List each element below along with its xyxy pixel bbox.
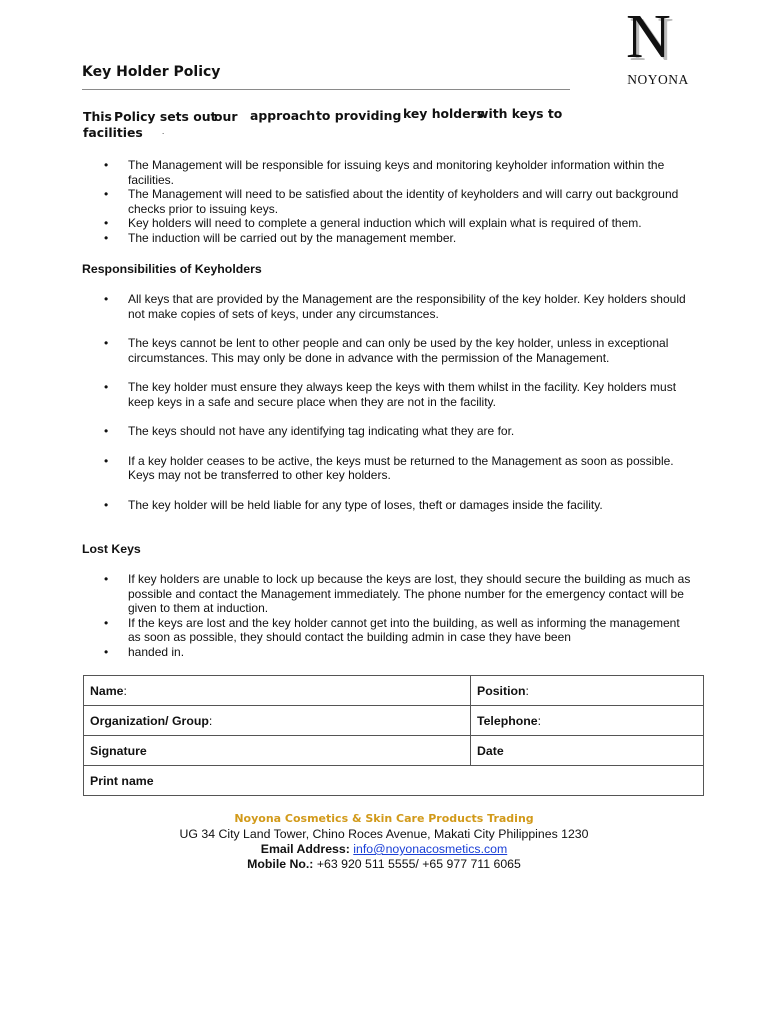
email-line xyxy=(0,842,768,856)
intro-mark: . xyxy=(162,127,165,136)
intro-word: approach xyxy=(250,108,316,123)
list-item: • The key holder must ensure they always keep the keys with them whilst in the facility. Key holders must keep keys in a safe and secure place when they are not in the facility. xyxy=(104,380,677,409)
organization-field[interactable]: Organization/ Group: xyxy=(84,706,471,736)
logo-letter: N xyxy=(626,3,671,71)
print-name-field[interactable]: Print name xyxy=(84,766,704,796)
position-field[interactable]: Position: xyxy=(471,676,704,706)
page-title: Key Holder Policy xyxy=(82,64,221,80)
intro-word: This xyxy=(83,109,112,124)
intro-word: with keys to xyxy=(477,106,563,121)
mobile-number: +63 920 511 5555/ +65 977 711 6065 xyxy=(316,857,521,871)
name-field[interactable]: Name: xyxy=(84,676,471,706)
date-field[interactable]: Date xyxy=(471,736,704,766)
list-item: • handed in. xyxy=(104,644,185,659)
responsibilities-heading: Responsibilities of Keyholders xyxy=(82,262,262,276)
intro-word: key holders xyxy=(403,106,485,121)
list-item: • The keys should not have any identifying tag indicating what they are for. xyxy=(104,424,515,438)
signature-field[interactable]: Signature xyxy=(84,736,471,766)
email-label: Email Address: xyxy=(260,842,350,856)
intro-word: to providing xyxy=(316,108,402,123)
responsibilities-list xyxy=(82,292,692,512)
list-item: • The induction will be carried out by the management member. xyxy=(104,230,457,245)
key-holder-form xyxy=(83,675,704,796)
company-address: UG 34 City Land Tower, Chino Roces Avenue, Makati City Philippines 1230 xyxy=(179,827,589,841)
telephone-field[interactable]: Telephone: xyxy=(471,706,704,736)
mobile-line xyxy=(0,857,768,871)
list-item: • The Management will be responsible for issuing keys and monitoring keyholder information within the facilities. xyxy=(104,158,665,187)
mobile-label: Mobile No.: xyxy=(247,857,314,871)
logo-wordmark: NOYONA xyxy=(627,72,689,87)
title-divider xyxy=(82,89,570,90)
list-item: • The Management will need to be satisfied about the identity of keyholders and will carry out background checks prior to issuing keys. xyxy=(104,187,679,216)
list-item: • If the keys are lost and the key holder cannot get into the building, as well as informing the management as soon as possible, they should contact the building admin in case they have been xyxy=(104,615,680,644)
intro-word: our xyxy=(214,109,238,124)
email-link[interactable]: info@noyonacosmetics.com xyxy=(353,842,508,856)
policy-list xyxy=(82,158,692,245)
list-item: • The keys cannot be lent to other people and can only be used by the key holder, unless in exceptional circumstances. This may only be done in advance with the permission of the Management. xyxy=(104,336,669,365)
lost-keys-list xyxy=(82,572,692,659)
noyona-logo xyxy=(612,3,704,87)
list-item: • If key holders are unable to lock up because the keys are lost, they should secure the building as much as possible and contact the Management immediately. The phone number for the emergency contact will be given to them at induction. xyxy=(104,572,691,615)
intro-word: facilities xyxy=(83,125,143,140)
company-name: Noyona Cosmetics & Skin Care Products Trading xyxy=(234,812,534,825)
lost-keys-heading: Lost Keys xyxy=(82,542,141,556)
list-item: • If a key holder ceases to be active, the keys must be returned to the Management as soon as possible. Keys may not be transferred to other key holders. xyxy=(104,453,674,482)
intro-word: Policy sets out xyxy=(114,109,217,124)
list-item: • The key holder will be held liable for any type of loses, theft or damages inside the facility. xyxy=(104,497,603,512)
list-item: • All keys that are provided by the Management are the responsibility of the key holder. Key holders should not make copies of sets of keys, under any circumstances. xyxy=(104,292,686,321)
list-item: • Key holders will need to complete a general induction which will explain what is required of them. xyxy=(104,216,642,230)
